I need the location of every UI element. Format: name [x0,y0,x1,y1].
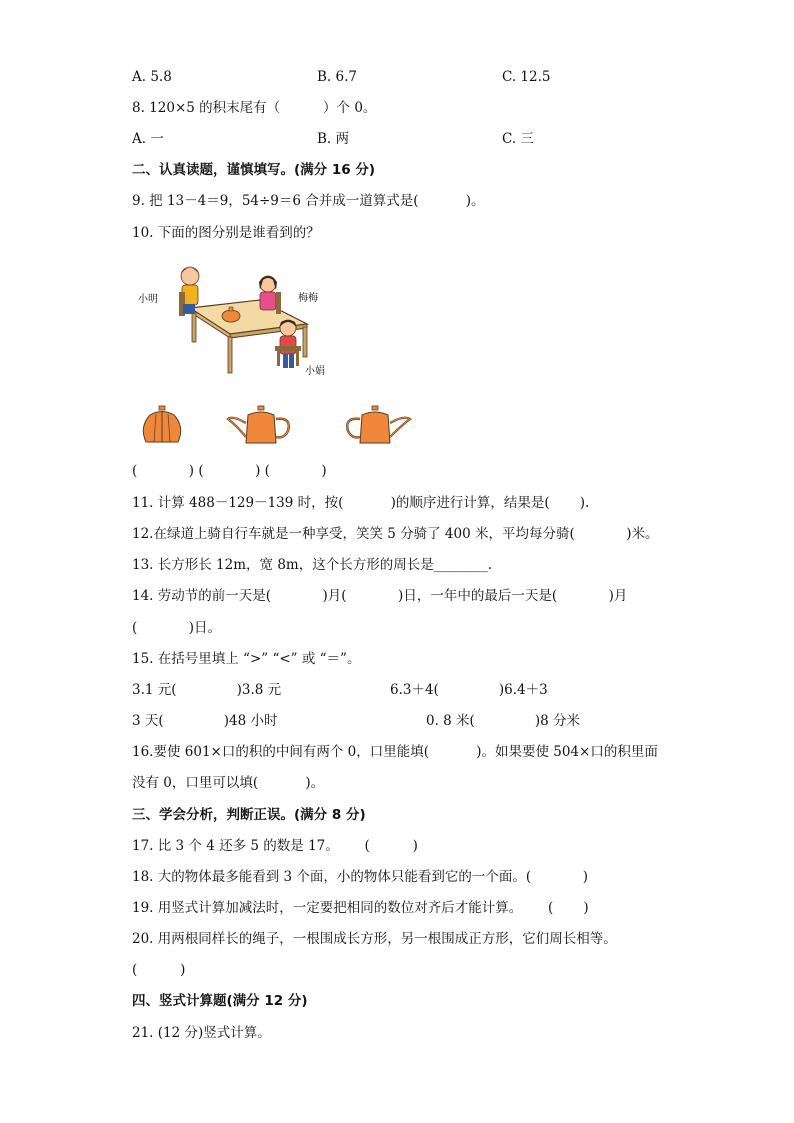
q8-option-c: C. 三 [502,131,534,147]
teapot-side-icon [226,405,296,447]
label-meimei: 梅梅 [298,293,318,304]
question-19: 19. 用竖式计算加减法时，一定要把相同的数位对齐后才能计算。 ( ) [132,900,589,916]
q7-option-c: C. 12.5 [502,69,551,85]
q15-item-c: 3 天( )48 小时 [132,713,278,729]
question-13: 13. 长方形长 12m，宽 8m，这个长方形的周长是________. [132,557,493,573]
label-xiaoming: 小明 [138,294,158,305]
teapot-view-front [138,405,188,445]
question-16-line-1: 16.要使 601×口的积的中间有两个 0，口里能填( )。如果要使 504×口的积里面 [132,744,658,760]
question-14-line-2: ( )日。 [132,620,222,636]
question-16-line-2: 没有 0，口里可以填( )。 [132,775,325,791]
teapot-view-side-1 [226,405,296,447]
question-20-line-1: 20. 用两根同样长的绳子，一根围成长方形，另一根围成正方形，它们周长相等。 [132,931,617,947]
question-9: 9. 把 13－4＝9，54÷9＝6 合并成一道算式是( )。 [132,193,485,209]
question-10-blanks: ( ) ( ) ( ) [132,463,327,479]
question-20-line-2: ( ) [132,962,186,978]
question-21: 21. (12 分)竖式计算。 [132,1025,271,1041]
teapot-front-icon [138,405,188,445]
question-8: 8. 120×5 的积末尾有（ ）个 0。 [132,100,377,116]
q7-option-a: A. 5.8 [132,69,172,85]
q15-item-a: 3.1 元( )3.8 元 [132,682,282,698]
q15-item-b: 6.3＋4( )6.4＋3 [390,682,548,698]
teapot-view-side-2 [342,405,412,447]
q7-option-b: B. 6.7 [317,69,357,85]
question-12: 12.在绿道上骑自行车就是一种享受，笑笑 5 分骑了 400 米，平均每分骑( )米。 [132,526,659,542]
question-15: 15. 在括号里填上 “>” “<” 或 “＝”。 [132,651,361,667]
q15-item-d: 0. 8 米( )8 分米 [426,713,581,729]
section-2-heading: 二、认真读题，谨慎填写。(满分 16 分) [132,162,376,178]
question-18: 18. 大的物体最多能看到 3 个面，小的物体只能看到它的一个面。( ) [132,869,588,885]
section-3-heading: 三、学会分析，判断正误。(满分 8 分) [132,807,366,823]
question-14-line-1: 14. 劳动节的前一天是( )月( )日，一年中的最后一天是( )月 [132,588,628,604]
label-xiaojuan: 小娟 [305,366,325,377]
section-4-heading: 四、竖式计算题(满分 12 分) [132,993,308,1009]
q8-option-a: A. 一 [132,131,164,147]
question-10: 10. 下面的图分别是谁看到的？ [132,225,320,241]
question-11: 11. 计算 488－129－139 时，按( )的顺序进行计算，结果是( ). [132,495,590,511]
q8-option-b: B. 两 [317,131,350,147]
teapot-side-icon-2 [342,405,412,447]
question-17: 17. 比 3 个 4 还多 5 的数是 17。 ( ) [132,838,418,854]
